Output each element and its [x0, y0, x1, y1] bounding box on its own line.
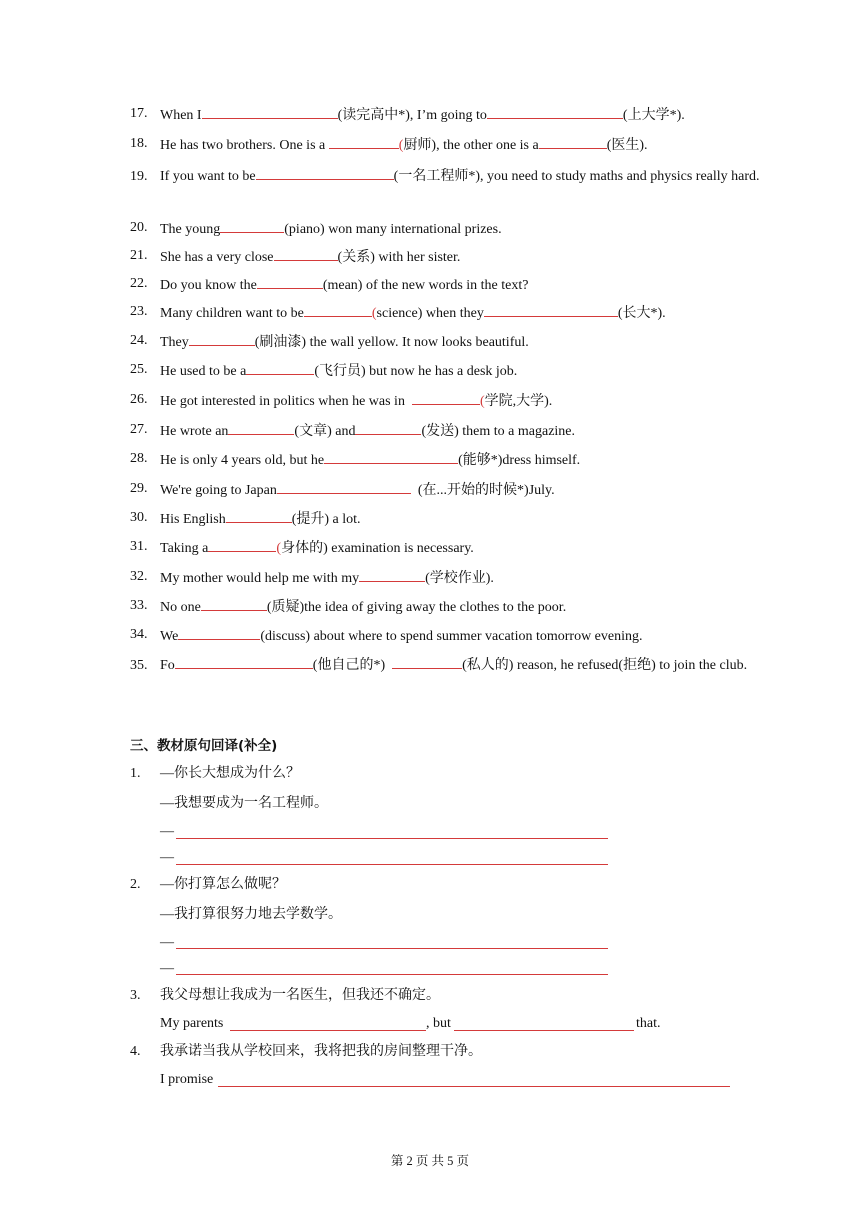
answer-line[interactable] [176, 864, 608, 865]
question-text: (上大学*). [622, 108, 685, 123]
question-number: 28. [130, 451, 148, 466]
question-text: The young [160, 222, 221, 237]
answer-blank[interactable] [277, 479, 411, 494]
answer-blank[interactable] [257, 274, 323, 289]
red-paren: ( [479, 394, 485, 409]
page-footer: 第 2 页 共 5 页 [390, 1154, 470, 1168]
question-text: (在...开始的时候*)July. [410, 483, 555, 498]
answer-blank[interactable] [484, 302, 618, 317]
question-row [130, 420, 760, 442]
answer-blank[interactable] [175, 654, 313, 669]
question-text: (mean) of the new words in the text? [322, 278, 529, 293]
question-row [130, 218, 760, 240]
question-number: 32. [130, 569, 148, 584]
question-text: We're going to Japan [160, 483, 277, 498]
question-text: He got interested in politics when he was in [160, 394, 412, 409]
question-number: 19. [130, 169, 148, 184]
question-text: (文章) and [294, 424, 356, 439]
question-text: Taking a [160, 541, 209, 556]
answer-line[interactable] [218, 1086, 730, 1087]
question-text: My mother would help me with my [160, 571, 360, 586]
translation-item-2 [130, 875, 740, 925]
question-row [130, 163, 760, 191]
question-number: 30. [130, 510, 148, 525]
question-number: 18. [130, 136, 148, 151]
answer-blank[interactable] [487, 104, 623, 119]
question-text: 学院,大学). [484, 394, 553, 409]
item-number: 3. [130, 988, 141, 1003]
question-text: (提升) a lot. [291, 512, 361, 527]
question-row [130, 246, 760, 268]
item-number: 1. [130, 766, 141, 781]
dash-mark: — [160, 961, 174, 976]
question-text: (长大*). [617, 306, 666, 321]
item-number: 2. [130, 877, 141, 892]
answer-blank[interactable] [539, 134, 607, 149]
question-text: If you want to be [160, 169, 256, 184]
question-text: They [160, 335, 189, 350]
question-row [130, 537, 760, 559]
question-row [130, 331, 760, 353]
red-paren: ( [398, 138, 404, 153]
answer-blank[interactable] [329, 134, 399, 149]
question-row [130, 274, 760, 296]
question-text: (发送) them to a magazine. [421, 424, 576, 439]
question-text: (piano) won many international prizes. [284, 222, 502, 237]
question-number: 24. [130, 333, 148, 348]
sentence-start: I promise [160, 1072, 214, 1087]
translation-item-3 [130, 986, 740, 1006]
sentence-start: My parents [160, 1016, 224, 1031]
answer-line[interactable] [176, 838, 608, 839]
question-number: 25. [130, 362, 148, 377]
question-text: She has a very close [160, 250, 274, 265]
question-number: 20. [130, 220, 148, 235]
question-row [130, 567, 760, 589]
question-text: (刷油漆) the wall yellow. It now looks beautiful. [254, 335, 529, 350]
question-row [130, 449, 760, 471]
red-paren: ( [371, 306, 377, 321]
question-text: His English [160, 512, 226, 527]
question-row [130, 302, 760, 324]
question-number: 21. [130, 248, 148, 263]
answer-blank[interactable] [201, 596, 267, 611]
question-text: Fo [160, 658, 175, 673]
question-number: 26. [130, 392, 148, 407]
red-paren: ( [276, 541, 282, 556]
question-row [130, 360, 760, 382]
answer-blank[interactable] [274, 246, 338, 261]
chinese-prompt: 我父母想让我成为一名医生，但我还不确定。 [160, 988, 440, 1003]
chinese-prompt: 我承诺当我从学校回来，我将把我的房间整理干净。 [160, 1044, 482, 1059]
question-number: 34. [130, 627, 148, 642]
sentence-middle: , but [426, 1016, 451, 1031]
question-text: (读完高中*), I’m going to [337, 108, 487, 123]
answer-blank[interactable] [220, 218, 284, 233]
question-text: He used to be a [160, 364, 247, 379]
question-text: (一名工程师*), you need to study maths and physics really hard. [393, 169, 760, 184]
question-text: We [160, 629, 179, 644]
question-text: He is only 4 years old, but he [160, 453, 325, 468]
chinese-answer: —我打算很努力地去学数学。 [160, 907, 342, 922]
question-text: (飞行员) but now he has a desk job. [314, 364, 518, 379]
answer-line[interactable] [230, 1030, 426, 1031]
question-text: (能够*)dress himself. [458, 453, 581, 468]
question-text: (质疑)the idea of giving away the clothes to the poor. [266, 600, 567, 615]
item-number: 4. [130, 1044, 141, 1059]
question-number: 22. [130, 276, 148, 291]
question-row [130, 652, 760, 680]
question-row [130, 104, 760, 126]
answer-blank[interactable] [202, 104, 338, 119]
answer-line[interactable] [176, 948, 608, 949]
question-text: (私人的) reason, he refused(拒绝) to join the club. [462, 658, 748, 673]
answer-blank[interactable] [412, 390, 480, 405]
answer-blank[interactable] [189, 331, 255, 346]
question-text: When I [160, 108, 202, 123]
sentence-end: that. [636, 1016, 661, 1031]
answer-blank[interactable] [178, 625, 260, 640]
answer-blank[interactable] [392, 654, 462, 669]
question-text: (学校作业). [425, 571, 494, 586]
question-number: 35. [130, 658, 148, 673]
question-text: (关系) with her sister. [337, 250, 461, 265]
question-text: (医生). [606, 138, 648, 153]
dash-mark: — [160, 935, 174, 950]
question-row [130, 508, 760, 530]
question-text: Many children want to be [160, 306, 304, 321]
chinese-prompt: —你长大想成为什么？ [160, 766, 300, 781]
question-row [130, 479, 760, 501]
question-number: 31. [130, 539, 148, 554]
answer-blank[interactable] [208, 537, 276, 552]
answer-blank[interactable] [355, 420, 421, 435]
answer-blank[interactable] [324, 449, 458, 464]
dash-mark: — [160, 824, 174, 839]
question-text: (他自己的*) [312, 658, 393, 673]
question-text: (discuss) about where to spend summer vacation tomorrow evening. [260, 629, 643, 644]
question-number: 29. [130, 481, 148, 496]
question-row [130, 390, 760, 412]
question-text: He has two brothers. One is a [160, 138, 329, 153]
question-text: 身体的) examination is necessary. [281, 541, 474, 556]
answer-blank[interactable] [256, 165, 394, 180]
question-text: Do you know the [160, 278, 257, 293]
translation-item-1 [130, 764, 740, 814]
question-row [130, 625, 760, 647]
dash-mark: — [160, 850, 174, 865]
question-number: 27. [130, 422, 148, 437]
question-row [130, 596, 760, 618]
answer-line[interactable] [454, 1030, 634, 1031]
question-number: 23. [130, 304, 148, 319]
question-number: 33. [130, 598, 148, 613]
chinese-answer: —我想要成为一名工程师。 [160, 796, 328, 811]
question-text: science) when they [376, 306, 484, 321]
answer-blank[interactable] [304, 302, 372, 317]
question-number: 17. [130, 106, 148, 121]
question-text: He wrote an [160, 424, 229, 439]
question-row [130, 134, 760, 156]
answer-blank[interactable] [228, 420, 294, 435]
section-heading: 三、教材原句回译(补全) [130, 738, 278, 754]
question-text: 厨师), the other one is a [403, 138, 539, 153]
question-text: No one [160, 600, 201, 615]
chinese-prompt: —你打算怎么做呢？ [160, 877, 286, 892]
answer-blank[interactable] [246, 360, 314, 375]
answer-blank[interactable] [226, 508, 292, 523]
translation-item-4 [130, 1042, 740, 1062]
answer-blank[interactable] [359, 567, 425, 582]
answer-line[interactable] [176, 974, 608, 975]
